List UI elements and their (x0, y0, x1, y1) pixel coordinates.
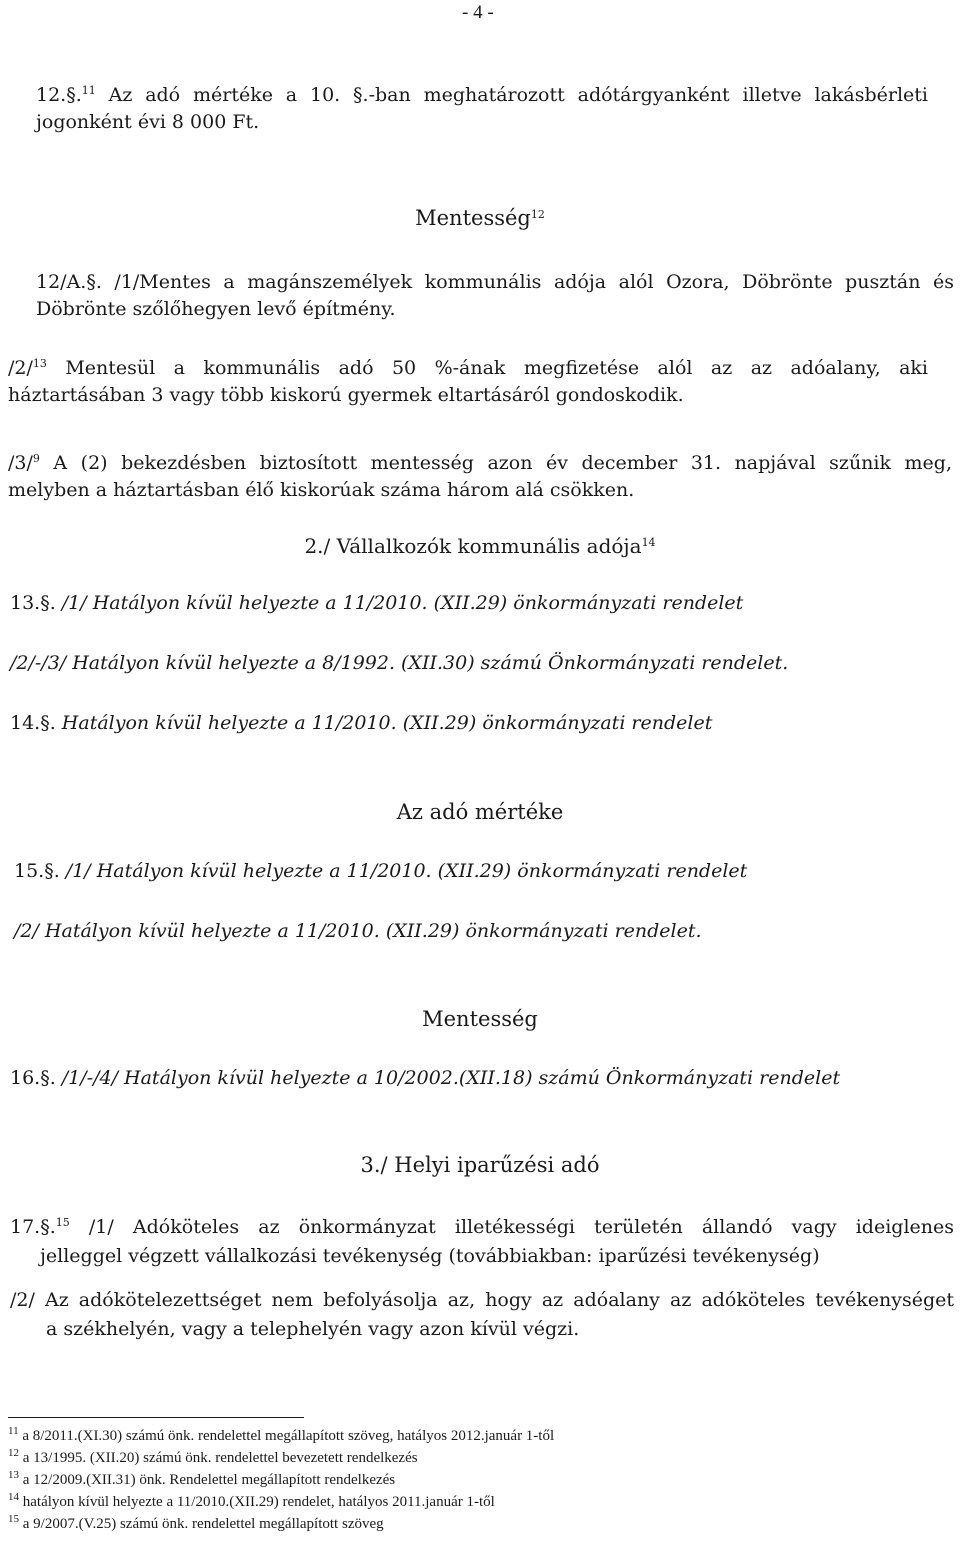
paragraph-17-1-line2: jelleggel végzett vállalkozási tevékenység (továbbiakban: iparűzési tevékenység) (40, 1245, 820, 1267)
footnote-11: $^{11}$ a 8/2011.(XI.30) számú önk. rendelettel megállapított szöveg, hatályos 2012.január 1-től (8, 1425, 555, 1444)
footnote-divider (8, 1417, 304, 1418)
footnote-13: $^{13}$ a 12/2009.(XII.31) önk. Rendelettel megállapított rendelkezés (8, 1469, 396, 1488)
paragraph-17-2-line2: a székhelyén, vagy a telephelyén vagy azon kívül végzi. (46, 1318, 580, 1340)
footnote-14: $^{14}$ hatályon kívül helyezte a 11/2010.(XII.29) rendelet, hatályos 2011.január 1-től (8, 1491, 495, 1510)
paragraph-13-2: /2/-/3/ Hatályon kívül helyezte a 8/1992. (XII.30) számú Önkormányzati rendelet. (10, 652, 789, 674)
paragraph-12-line2: jogonként évi 8 000 Ft. (36, 111, 260, 133)
paragraph-12a-3 (8, 450, 952, 504)
footnote-15: $^{15}$ a 9/2007.(V.25) számú önk. rendelettel megállapított szöveg (8, 1513, 384, 1532)
paragraph-12a-2 (8, 355, 928, 409)
paragraph-17-2-line1: /2/ Az adókötelezettséget nem befolyásolja az, hogy az adóalany az adóköteles tevékenységet (10, 1289, 954, 1311)
heading-ado-mertek: Az adó mértéke (396, 800, 564, 824)
paragraph-12a-line2: Döbrönte szőlőhegyen levő építmény. (36, 298, 396, 320)
paragraph-17-1-line1: 17.§.$^{15}$ /1/ Adóköteles az önkormányzat illetékességi területén állandó vagy ideiglenes (10, 1216, 954, 1238)
paragraph-12a (36, 269, 954, 323)
paragraph-14: 14.§. Hatályon kívül helyezte a 11/2010. (XII.29) önkormányzati rendelet (10, 712, 713, 734)
paragraph-12a-2-line2: háztartásában 3 vagy több kiskorú gyermek eltartásáról gondoskodik. (8, 384, 684, 406)
heading-mentesseg: Mentesség (422, 1007, 538, 1031)
paragraph-12 (36, 82, 928, 136)
heading-vallalkozok: 2./ Vállalkozók kommunális adója$^{14}$ (304, 534, 656, 558)
paragraph-16: 16.§. /1/-/4/ Hatályon kívül helyezte a 10/2002.(XII.18) számú Önkormányzati rendelet (10, 1067, 841, 1089)
paragraph-13-1: 13.§. /1/ Hatályon kívül helyezte a 11/2010. (XII.29) önkormányzati rendelet (10, 592, 744, 614)
paragraph-12a-3-line2: melyben a háztartásban élő kiskorúak száma három alá csökken. (8, 479, 635, 501)
paragraph-12-line1: 12.§.$^{11}$ Az adó mértéke a 10. §.-ban meghatározott adótárgyanként illetve lakásbérleti (36, 84, 928, 106)
paragraph-12a-3-line1: /3/$^9$ A (2) bekezdésben biztosított mentesség azon év december 31. napjával szűnik meg, (8, 452, 952, 474)
heading-mentesseg-12: Mentesség$^{12}$ (415, 206, 545, 230)
paragraph-17-1 (10, 1213, 954, 1271)
paragraph-15-1: 15.§. /1/ Hatályon kívül helyezte a 11/2010. (XII.29) önkormányzati rendelet (14, 860, 748, 882)
heading-iparuzesi: 3./ Helyi iparűzési adó (360, 1153, 600, 1177)
page-number: - 4 - (462, 2, 494, 23)
footnote-12: $^{12}$ a 13/1995. (XII.20) számú önk. rendelettel bevezetett rendelkezés (8, 1447, 418, 1466)
paragraph-15-2: /2/ Hatályon kívül helyezte a 11/2010. (XII.29) önkormányzati rendelet. (14, 920, 702, 942)
paragraph-12a-2-line1: /2/$^{13}$ Mentesül a kommunális adó 50 %-ának megfizetése alól az az adóalany, aki (8, 357, 928, 379)
paragraph-12a-line1: 12/A.§. /1/Mentes a magánszemélyek kommunális adója alól Ozora, Döbrönte pusztán és (36, 271, 954, 293)
paragraph-17-2 (10, 1286, 954, 1344)
